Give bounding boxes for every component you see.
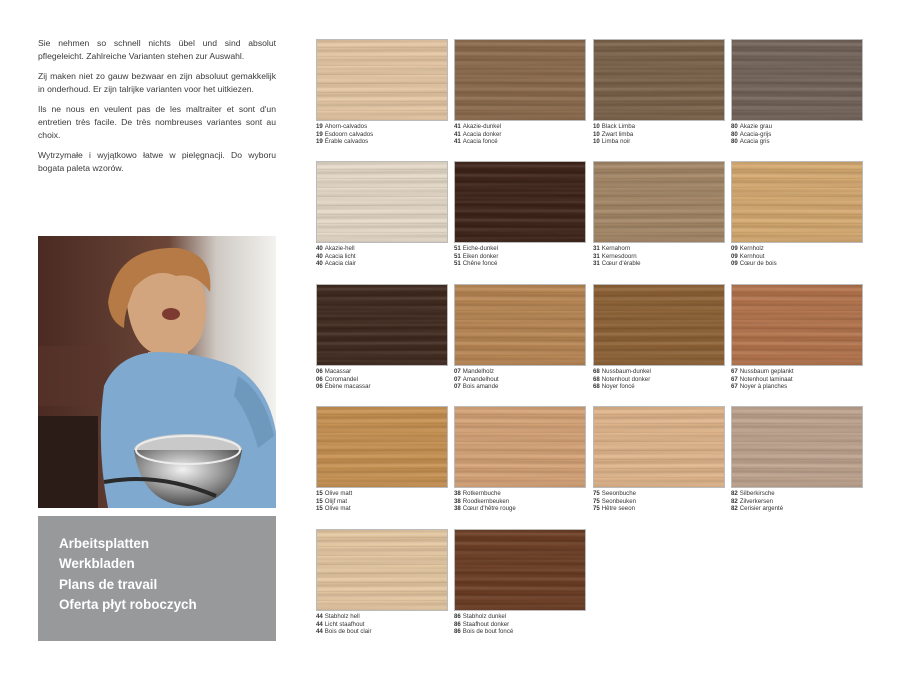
swatch-caption-line [454,383,586,391]
swatch-code: 86 [454,628,461,636]
swatch-name: Acacia foncé [462,138,498,146]
swatch-caption [731,245,863,268]
swatch-code: 75 [593,490,600,497]
swatch-name: Acacia clair [324,260,356,268]
swatch-caption-line [731,368,863,376]
wood-texture-image [316,161,448,243]
swatch-name: Hêtre seeon [601,505,635,513]
wood-texture-image [454,284,586,366]
swatch-caption-line [593,138,725,146]
wood-texture-image [316,39,448,121]
wood-texture-image [593,406,725,488]
swatch-code: 82 [731,497,738,505]
swatch-code: 51 [454,252,461,260]
swatch-caption-line [593,131,725,139]
swatch-code: 19 [316,138,323,146]
swatch-caption-line [454,131,586,139]
wood-texture-image [454,39,586,121]
swatch-caption-line [593,498,725,506]
intro-polish: Wytrzymałe i wyjątkowo łatwe w pielęgnacji. Do wyboru bogata paleta wzorów. [38,150,276,173]
wood-texture-image [593,284,725,366]
swatch-name: Kernesdoorn [601,252,637,260]
swatch-caption [454,123,586,146]
wood-texture-image [454,406,586,488]
swatch-caption-line [731,376,863,384]
title-french: Plans de travail [59,576,158,592]
swatch-caption-line [316,245,448,253]
swatch-name: Noyer à planches [739,383,788,391]
swatch-code: 31 [593,252,600,260]
swatch-name: Bois de bout foncé [462,628,514,636]
swatch-caption-line [316,368,448,376]
swatch-name: Ahorn-calvados [324,123,368,130]
intro-dutch: Zij maken niet zo gauw bezwaar en zijn absoluut gemakkelijk in onderhoud. Er zijn talrijke varianten voor het uitkiezen. [38,71,276,94]
wood-texture-image [316,406,448,488]
swatch-name: Zilverkersen [739,497,773,505]
wood-texture-image [731,39,863,121]
swatch-caption-line [454,253,586,261]
swatch-code: 31 [593,245,600,252]
swatch-name: Roodkernbeuken [462,497,510,505]
swatch-code: 06 [316,368,323,375]
swatch-caption-line [316,505,448,513]
swatch-code: 19 [316,130,323,138]
swatch-caption [454,245,586,268]
wood-texture-image [316,529,448,611]
wood-texture-image [316,284,448,366]
swatch-code: 38 [454,497,461,505]
swatch-name: Cerisier argenté [739,505,784,513]
swatch-caption [316,490,448,513]
swatch-code: 09 [731,260,738,268]
swatch-code: 15 [316,505,323,513]
swatch-name: Acacia gris [739,138,770,146]
swatch-code: 07 [454,383,461,391]
swatch-caption-line [593,260,725,268]
wood-texture-image [593,39,725,121]
swatch-caption-line [454,376,586,384]
swatch-name: Cœur d'hêtre rouge [462,505,516,513]
swatch-code: 06 [316,375,323,383]
swatch-code: 09 [731,245,738,252]
swatch-caption-line [731,490,863,498]
swatch-code: 38 [454,490,461,497]
swatch-code: 07 [454,368,461,375]
swatch-name: Coromandel [324,375,358,383]
swatch-code: 10 [593,138,600,146]
intro-text [38,37,276,182]
swatch-caption-line [731,498,863,506]
swatch-caption-line [593,490,725,498]
title-dutch: Werkbladen [59,556,135,572]
swatch-caption-line [731,383,863,391]
wood-swatch [454,529,586,636]
swatch-name: Ébène macassar [324,383,371,391]
wood-swatch [316,529,448,636]
swatch-code: 67 [731,368,738,375]
swatch-name: Cœur de bois [739,260,777,268]
swatch-name: Esdoorn calvados [324,130,374,138]
swatch-name: Mandelholz [462,368,494,375]
swatch-name: Noyer foncé [601,383,635,391]
swatch-code: 86 [454,613,461,620]
swatch-caption [454,613,586,636]
swatch-name: Kernhout [739,252,765,260]
swatch-name: Kernahorn [601,245,631,252]
swatch-caption-line [316,628,448,636]
swatch-name: Chêne foncé [462,260,498,268]
wood-swatch [454,39,586,146]
swatch-name: Notenhout laminaat [739,375,793,383]
swatch-caption-line [593,253,725,261]
swatch-code: 68 [593,383,600,391]
title-box [38,516,276,641]
swatch-name: Akazie-dunkel [462,123,502,130]
swatch-caption-line [454,123,586,131]
swatch-name: Black Limba [601,123,635,130]
swatch-caption-line [593,376,725,384]
wood-swatch [454,161,586,268]
swatch-code: 51 [454,260,461,268]
swatch-caption-line [731,131,863,139]
swatch-caption-line [593,383,725,391]
swatch-name: Zwart limba [601,130,634,138]
wood-texture-image [454,161,586,243]
swatch-name: Nussbaum-dunkel [601,368,651,375]
intro-german: Sie nehmen so schnell nichts übel und sind absolut pflegeleicht. Zahlreiche Varianten stehen zur Auswahl. [38,38,276,61]
swatch-caption [731,490,863,513]
swatch-caption-line [731,138,863,146]
swatch-name: Seeonbuche [601,490,637,497]
swatch-code: 80 [731,138,738,146]
swatch-caption [316,245,448,268]
swatch-name: Eiken donker [462,252,499,260]
wood-texture-image [731,284,863,366]
wood-texture-image [593,161,725,243]
swatch-caption [593,245,725,268]
swatch-code: 41 [454,138,461,146]
swatch-caption [593,490,725,513]
swatch-caption-line [316,260,448,268]
swatch-code: 31 [593,260,600,268]
swatch-caption-line [454,613,586,621]
swatch-name: Seonbeuken [601,497,637,505]
swatch-name: Limba noir [601,138,631,146]
swatch-name: Stabholz dunkel [462,613,507,620]
swatch-caption [316,123,448,146]
swatch-caption-line [731,123,863,131]
swatch-name: Kernholz [739,245,764,252]
swatch-caption-line [316,490,448,498]
wood-swatch [593,39,725,146]
swatch-caption-line [731,245,863,253]
swatch-caption-line [316,253,448,261]
swatch-code: 67 [731,375,738,383]
swatch-code: 19 [316,123,323,130]
swatch-caption-line [454,498,586,506]
wood-texture-image [731,161,863,243]
swatch-caption-line [454,245,586,253]
swatch-code: 44 [316,620,323,628]
swatch-caption-line [454,138,586,146]
swatch-code: 40 [316,245,323,252]
wood-swatch [731,39,863,146]
swatch-caption-line [593,245,725,253]
swatch-code: 82 [731,505,738,513]
swatch-caption-line [316,376,448,384]
swatch-code: 44 [316,613,323,620]
swatch-code: 15 [316,490,323,497]
wood-swatch [316,161,448,268]
swatch-code: 68 [593,368,600,375]
swatch-code: 09 [731,252,738,260]
wood-swatch [316,39,448,146]
swatch-code: 80 [731,123,738,130]
swatch-caption-line [316,123,448,131]
swatch-code: 68 [593,375,600,383]
kitchen-photo [38,236,276,508]
swatch-caption-line [593,505,725,513]
swatch-caption-line [454,505,586,513]
swatch-name: Olive mat [324,505,351,513]
title-german: Arbeitsplatten [59,536,150,551]
wood-texture-image [454,529,586,611]
swatch-name: Notenhout donker [601,375,651,383]
swatch-caption [454,368,586,391]
swatch-caption-line [316,131,448,139]
swatch-name: Staafhout donker [462,620,510,628]
intro-french: Ils ne nous en veulent pas de les maltraiter et sont d'un entretien très facile. De très nombreuses variantes sont au choix. [38,104,276,140]
wood-texture-image [731,406,863,488]
swatch-caption [316,368,448,391]
wood-swatch [593,161,725,268]
swatch-code: 38 [454,505,461,513]
swatch-code: 15 [316,497,323,505]
swatch-caption [731,368,863,391]
swatch-code: 07 [454,375,461,383]
swatch-code: 82 [731,490,738,497]
wood-swatch [731,161,863,268]
swatch-caption-line [454,621,586,629]
swatch-caption-line [731,505,863,513]
swatch-caption-line [316,621,448,629]
swatch-code: 10 [593,130,600,138]
swatch-caption-line [454,490,586,498]
swatch-name: Licht staafhout [324,620,365,628]
swatch-name: Acacia licht [324,252,356,260]
swatch-code: 75 [593,497,600,505]
swatch-caption-line [731,253,863,261]
swatch-caption-line [316,383,448,391]
swatch-code: 40 [316,252,323,260]
swatch-code: 86 [454,620,461,628]
wood-swatch [454,284,586,391]
swatch-name: Akazie grau [739,123,772,130]
swatch-caption [316,613,448,636]
swatch-name: Nussbaum geplankt [739,368,794,375]
swatch-name: Rotkernbuche [462,490,501,497]
swatch-caption [593,123,725,146]
swatch-caption-line [316,613,448,621]
wood-swatch [316,284,448,391]
swatch-code: 75 [593,505,600,513]
swatch-code: 80 [731,130,738,138]
swatch-caption-line [454,628,586,636]
wood-swatch [731,406,863,513]
swatch-name: Érable calvados [324,138,369,146]
swatch-caption-line [593,368,725,376]
swatch-name: Macassar [324,368,352,375]
swatch-name: Amandelhout [462,375,499,383]
swatch-name: Stabholz hell [324,613,360,620]
swatch-code: 06 [316,383,323,391]
wood-swatch [593,406,725,513]
swatch-name: Acacia-grijs [739,130,772,138]
swatch-code: 51 [454,245,461,252]
swatch-name: Acacia donker [462,130,502,138]
swatch-name: Olijf mat [324,497,348,505]
swatch-name: Olive matt [324,490,353,497]
wood-swatch [316,406,448,513]
swatch-caption [454,490,586,513]
wood-swatch [593,284,725,391]
swatch-caption [731,123,863,146]
swatch-caption-line [454,260,586,268]
wood-swatch [731,284,863,391]
swatch-code: 10 [593,123,600,130]
swatch-caption-line [731,260,863,268]
swatch-code: 44 [316,628,323,636]
swatch-caption-line [454,368,586,376]
swatch-name: Eiche-dunkel [462,245,499,252]
swatch-name: Akazie-hell [324,245,355,252]
swatch-caption-line [316,498,448,506]
swatch-code: 40 [316,260,323,268]
swatch-code: 41 [454,130,461,138]
swatch-code: 41 [454,123,461,130]
wood-swatch [454,406,586,513]
swatch-caption-line [593,123,725,131]
swatch-name: Silberkirsche [739,490,775,497]
swatch-code: 67 [731,383,738,391]
swatch-name: Bois de bout clair [324,628,372,636]
title-polish: Oferta płyt roboczych [59,597,197,613]
swatch-caption [593,368,725,391]
swatch-name: Bois amande [462,383,499,391]
swatch-caption-line [316,138,448,146]
swatch-name: Cœur d'érable [601,260,641,268]
